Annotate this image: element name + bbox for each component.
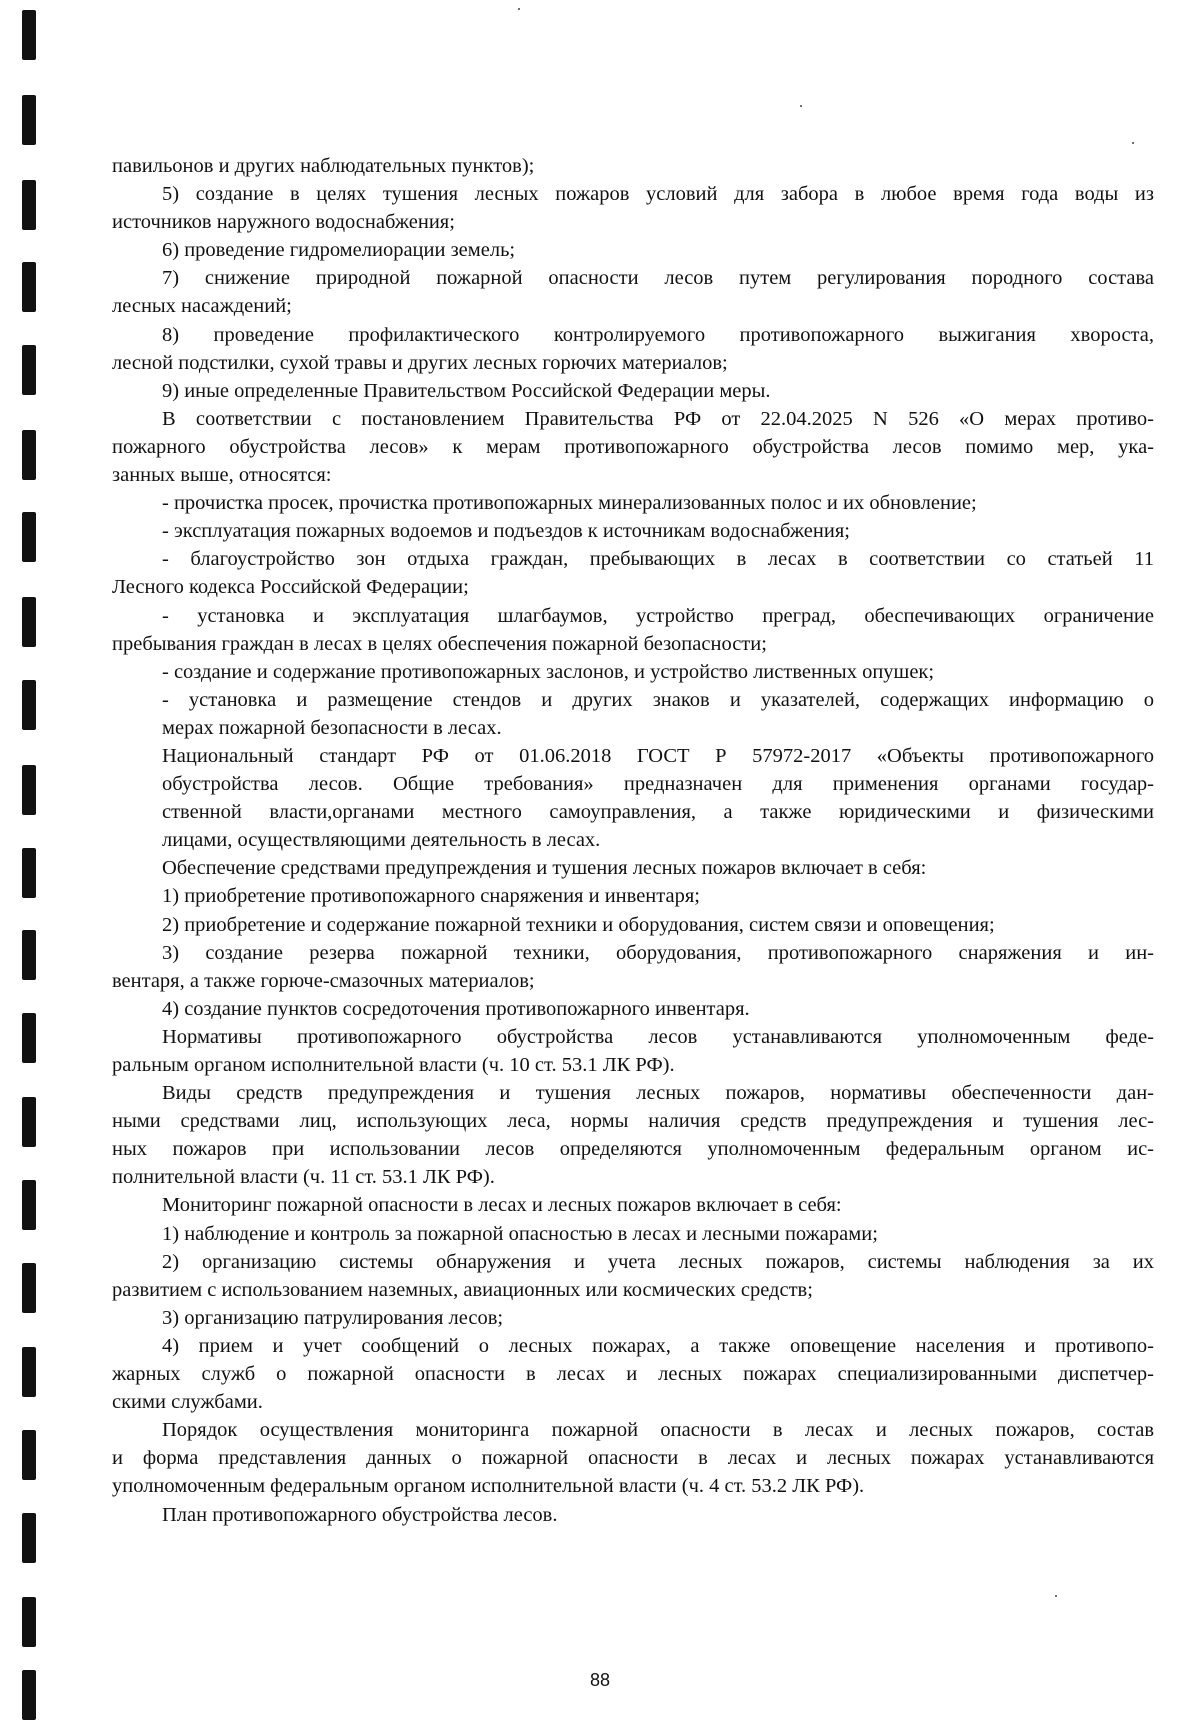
text-line: 2) приобретение и содержание пожарной техники и оборудования, систем связи и оповещения; [162, 913, 995, 936]
binding-mark [22, 680, 36, 730]
text-line: источников наружного водоснабжения; [112, 211, 455, 234]
text-line: ными средствами лиц, использующих леса, нормы наличия средств предупреждения и тушения лес- [112, 1110, 1154, 1133]
text-line: 7) снижение природной пожарной опасности лесов путем регулирования породного состава [162, 267, 1154, 290]
binding-mark [22, 1263, 36, 1313]
text-line: 1) наблюдение и контроль за пожарной опасностью в лесах и лесными пожарами; [162, 1222, 878, 1245]
text-line: 1) приобретение противопожарного снаряжения и инвентаря; [162, 885, 700, 908]
ring-binding-marks [22, 0, 38, 1713]
text-line: 3) создание резерва пожарной техники, оборудования, противопожарного снаряжения и ин- [162, 941, 1154, 964]
scan-speck [1055, 1595, 1057, 1597]
binding-mark [22, 10, 36, 60]
text-line: ных пожаров при использовании лесов определяются уполномоченным федеральным органом ис- [112, 1138, 1154, 1161]
binding-mark [22, 930, 36, 980]
text-line: 3) организацию патрулирования лесов; [162, 1306, 504, 1329]
binding-mark [22, 1513, 36, 1563]
text-line: Нормативы противопожарного обустройства лесов устанавливаются уполномоченным феде- [162, 1025, 1154, 1048]
binding-mark [22, 180, 36, 230]
binding-mark [22, 512, 36, 562]
text-line: - установка и размещение стендов и других знаков и указателей, содержащих информацию о [162, 688, 1154, 711]
text-line: 4) прием и учет сообщений о лесных пожарах, а также оповещение населения и противопо- [162, 1334, 1154, 1357]
document-body [112, 152, 1154, 1529]
text-line: Национальный стандарт РФ от 01.06.2018 ГОСТ Р 57972-2017 «Объекты противопожарного [162, 744, 1154, 767]
text-line: 2) организацию системы обнаружения и учета лесных пожаров, системы наблюдения за их [162, 1250, 1154, 1273]
text-line: - эксплуатация пожарных водоемов и подъездов к источникам водоснабжения; [162, 520, 850, 543]
text-line: 8) проведение профилактического контролируемого противопожарного выжигания хвороста, [162, 323, 1154, 346]
text-line: 9) иные определенные Правительством Российской Федерации меры. [162, 379, 771, 402]
binding-mark [22, 1013, 36, 1063]
text-line: В соответствии с постановлением Правительства РФ от 22.04.2025 N 526 «О мерах противо- [162, 407, 1154, 430]
text-line: уполномоченным федеральным органом исполнительной власти (ч. 4 ст. 53.2 ЛК РФ). [112, 1475, 865, 1498]
text-line: скими службами. [112, 1391, 263, 1414]
text-line: Мониторинг пожарной опасности в лесах и лесных пожаров включает в себя: [162, 1194, 842, 1217]
text-line: Виды средств предупреждения и тушения лесных пожаров, нормативы обеспеченности дан- [162, 1082, 1154, 1105]
text-line: павильонов и других наблюдательных пунктов); [112, 155, 535, 177]
scan-speck [518, 8, 520, 10]
binding-mark [22, 345, 36, 395]
text-line: План противопожарного обустройства лесов. [162, 1503, 558, 1526]
text-line: занных выше, относятся: [112, 464, 332, 487]
text-line: мерах пожарной безопасности в лесах. [162, 716, 502, 739]
binding-mark [22, 262, 36, 312]
binding-mark [22, 848, 36, 898]
text-line: - создание и содержание противопожарных заслонов, и устройство лиственных опушек; [162, 660, 935, 683]
text-line: и форма представления данных о пожарной опасности в лесах и лесных пожарах устанавливаются [112, 1447, 1154, 1470]
binding-mark [22, 1347, 36, 1397]
text-line: ральным органом исполнительной власти (ч. 10 ст. 53.1 ЛК РФ). [112, 1054, 675, 1076]
text-line: - прочистка просек, прочистка противопожарных минерализованных полос и их обновление; [162, 492, 977, 515]
text-line: пребывания граждан в лесах в целях обеспечения пожарной безопасности; [112, 632, 767, 655]
binding-mark [22, 95, 36, 145]
text-line: 5) создание в целях тушения лесных пожаров условий для забора в любое время года воды из [162, 183, 1154, 206]
text-line: 6) проведение гидромелиорации земель; [162, 239, 516, 262]
binding-mark [22, 1180, 36, 1230]
binding-mark [22, 1597, 36, 1647]
page-number: 88 [589, 1670, 611, 1690]
binding-mark [22, 765, 36, 815]
text-line: лицами, осуществляющими деятельность в лесах. [162, 829, 601, 852]
text-line: - благоустройство зон отдыха граждан, пребывающих в лесах в соответствии со статьей 11 [162, 548, 1154, 571]
binding-mark [22, 430, 36, 480]
text-line: вентаря, а также горюче-смазочных материалов; [112, 969, 535, 992]
scan-speck [1132, 142, 1134, 144]
text-line: Лесного кодекса Российской Федерации; [112, 576, 469, 599]
text-line: жарных служб о пожарной опасности в лесах и лесных пожарах специализированными диспетчер- [112, 1363, 1154, 1386]
binding-mark [22, 597, 36, 647]
text-line: лесной подстилки, сухой травы и других лесных горючих материалов; [112, 351, 728, 374]
text-line: ственной власти,органами местного самоуправления, а также юридическими и физическими [162, 801, 1154, 824]
text-line: Порядок осуществления мониторинга пожарной опасности в лесах и лесных пожаров, состав [162, 1419, 1154, 1442]
binding-mark [22, 1430, 36, 1480]
text-line: обустройства лесов. Общие требования» предназначен для применения органами государ- [162, 773, 1154, 796]
text-line: - установка и эксплуатация шлагбаумов, устройство преград, обеспечивающих ограничение [162, 604, 1154, 627]
text-line: Обеспечение средствами предупреждения и тушения лесных пожаров включает в себя: [162, 857, 927, 880]
text-line: полнительной власти (ч. 11 ст. 53.1 ЛК РФ). [112, 1166, 495, 1189]
text-line: лесных насаждений; [112, 295, 292, 318]
text-line: 4) создание пунктов сосредоточения противопожарного инвентаря. [162, 997, 750, 1020]
scan-speck [800, 105, 802, 107]
text-line: пожарного обустройства лесов» к мерам противопожарного обустройства лесов помимо мер, ука- [112, 435, 1154, 458]
binding-mark [22, 1097, 36, 1147]
text-line: развитием с использованием наземных, авиационных или космических средств; [112, 1278, 813, 1301]
